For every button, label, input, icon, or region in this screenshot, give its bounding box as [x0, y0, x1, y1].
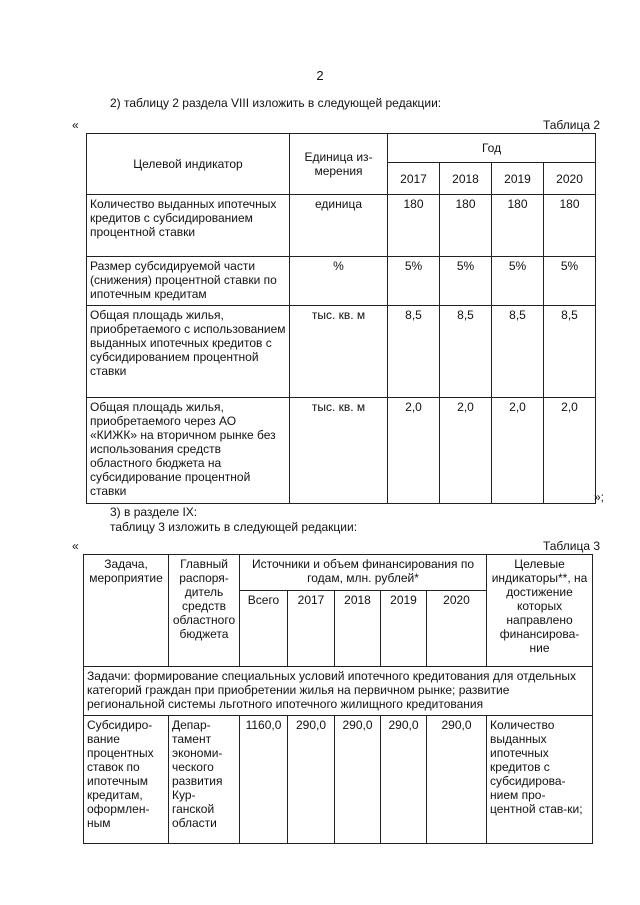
year-header: 2020: [544, 163, 596, 195]
value-cell: 180: [492, 195, 544, 257]
unit-cell: %: [290, 257, 388, 306]
task-cell: Субсидиро-вание процентных ставок по ипотечным кредитам, оформлен-ным: [84, 716, 169, 844]
targets-cell: Количество выданных ипотечных кредитов с субсидирова-нием про-центной став-ки;: [487, 716, 593, 844]
table-row: [87, 398, 596, 504]
open-quote-2: «: [72, 539, 79, 553]
value-cell: 5%: [388, 257, 440, 306]
value-cell: 180: [388, 195, 440, 257]
header-total: Всего: [240, 591, 288, 667]
page-number: 2: [316, 68, 324, 83]
close-quote-1: »;: [594, 490, 605, 504]
indicator-name: Общая площадь жилья, приобретаемого с использованием выданных ипотечных кредитов с субсидированием процентной ставки: [87, 306, 290, 398]
unit-cell: единица: [290, 195, 388, 257]
table-row: [87, 257, 596, 306]
value-cell: 290,0: [288, 716, 335, 844]
manager-cell: Депар-тамент экономи-ческого развития Кур-ганской области: [169, 716, 240, 844]
item2-text: 2) таблицу 2 раздела VIII изложить в следующей редакции:: [110, 96, 442, 110]
value-cell: 2,0: [388, 398, 440, 504]
table3-caption: Таблица 3: [542, 539, 600, 553]
year-header: 2018: [335, 591, 381, 667]
value-cell: 2,0: [440, 398, 492, 504]
value-cell: 5%: [440, 257, 492, 306]
header-task: Задача, мероприятие: [84, 555, 169, 667]
value-cell: 180: [440, 195, 492, 257]
value-cell: 180: [544, 195, 596, 257]
item3-line1: 3) в разделе IX:: [110, 505, 198, 519]
value-cell: 8,5: [492, 306, 544, 398]
value-cell: 2,0: [544, 398, 596, 504]
table-row: [87, 195, 596, 257]
indicator-name: Размер субсидируемой части (снижения) процентной ставки по ипотечным кредитам: [87, 257, 290, 306]
year-header: 2019: [381, 591, 427, 667]
header-targets: Целевые индикаторы**, на достижение которых направлено финансирова-ние: [487, 555, 593, 667]
value-cell: 290,0: [381, 716, 427, 844]
total-cell: 1160,0: [240, 716, 288, 844]
value-cell: 8,5: [544, 306, 596, 398]
table2-caption: Таблица 2: [542, 118, 600, 132]
indicator-name: Количество выданных ипотечных кредитов с субсидированием процентной ставки: [87, 195, 290, 257]
year-header: 2017: [288, 591, 335, 667]
open-quote-1: «: [72, 118, 79, 132]
item3-line2: таблицу 3 изложить в следующей редакции:: [110, 520, 358, 534]
unit-cell: тыс. кв. м: [290, 306, 388, 398]
value-cell: 5%: [492, 257, 544, 306]
unit-cell: тыс. кв. м: [290, 398, 388, 504]
header-sources: Источники и объем финансирования по годам, млн. рублей*: [240, 555, 487, 591]
header-unit: Единица из-мерения: [290, 134, 388, 195]
year-header: 2017: [388, 163, 440, 195]
year-header: 2018: [440, 163, 492, 195]
indicator-name: Общая площадь жилья, приобретаемого через АО «КИЖК» на вторичном рынке без использования средств областного бюджета на субсидирование процентной ставки: [87, 398, 290, 504]
header-year: Год: [388, 134, 596, 163]
value-cell: 8,5: [440, 306, 492, 398]
value-cell: 290,0: [335, 716, 381, 844]
table-row: [84, 716, 593, 844]
value-cell: 290,0: [427, 716, 487, 844]
value-cell: 2,0: [492, 398, 544, 504]
value-cell: 5%: [544, 257, 596, 306]
year-header: 2019: [492, 163, 544, 195]
tasks-row: Задачи: формирование специальных условий ипотечного кредитования для отдельных категорий граждан при приобретении жилья на первичном рынке; развитие региональной системы льготного ипотечного жилищного кредитования: [84, 667, 593, 716]
table-row: [87, 306, 596, 398]
header-manager: Главный распоря-дитель средств областного бюджета: [169, 555, 240, 667]
table-3: [83, 554, 593, 844]
header-indicator: Целевой индикатор: [87, 134, 290, 195]
value-cell: 8,5: [388, 306, 440, 398]
year-header: 2020: [427, 591, 487, 667]
table-2: [86, 133, 596, 504]
